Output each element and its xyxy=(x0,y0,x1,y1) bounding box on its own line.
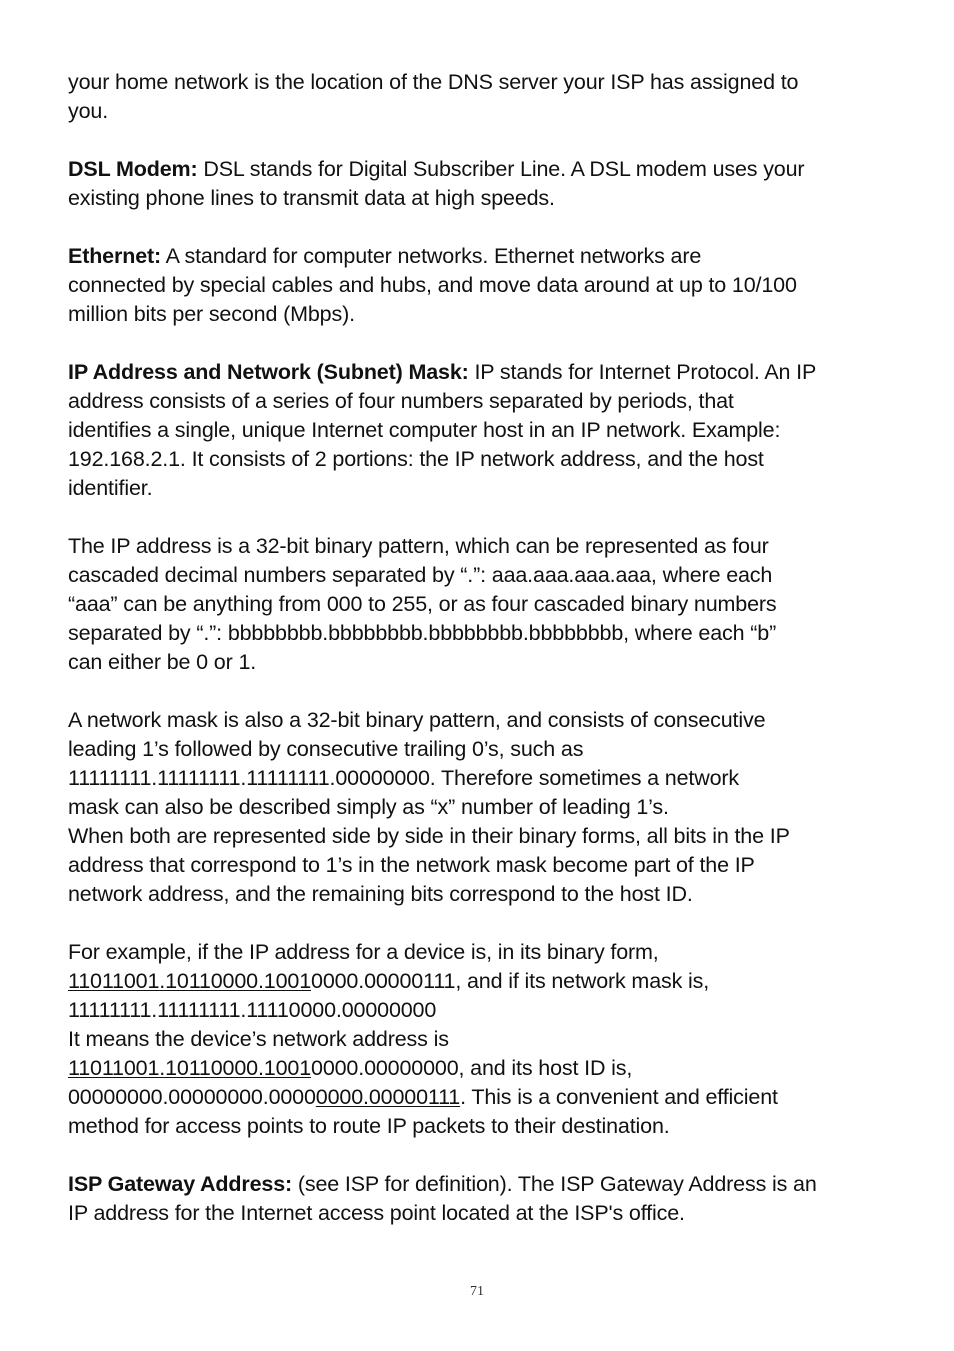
text-line: existing phone lines to transmit data at high speeds. xyxy=(68,186,555,210)
text-line: network address, and the remaining bits correspond to the host ID. xyxy=(68,882,693,906)
text-line: IP address for the Internet access point located at the ISP's office. xyxy=(68,1201,685,1225)
text-line xyxy=(68,1054,898,1083)
paragraph-isp-gateway xyxy=(68,1170,898,1228)
text-line: It means the device’s network address is xyxy=(68,1027,449,1051)
paragraph-network-mask xyxy=(68,706,898,909)
text-line: “aaa” can be anything from 000 to 255, or as four cascaded binary numbers xyxy=(68,592,777,616)
text-fragment: 00000000.00000000.0000 xyxy=(68,1085,316,1109)
paragraph-dns-continuation xyxy=(68,68,898,126)
text-line xyxy=(68,1170,898,1199)
text-line: The IP address is a 32-bit binary pattern, which can be represented as four xyxy=(68,534,769,558)
definition-text: IP stands for Internet Protocol. An IP xyxy=(468,360,817,384)
page-number: 71 xyxy=(470,1284,484,1299)
underlined-network-bits: 11011001.10110000.1001 xyxy=(68,969,312,993)
text-line xyxy=(68,242,898,271)
text-line: address that correspond to 1’s in the network mask become part of the IP xyxy=(68,853,755,877)
text-line: leading 1’s followed by consecutive trailing 0’s, such as xyxy=(68,737,584,761)
text-line: your home network is the location of the DNS server your ISP has assigned to xyxy=(68,70,799,94)
definition-text: A standard for computer networks. Ethernet networks are xyxy=(161,244,702,268)
definition-text: (see ISP for definition). The ISP Gateway Address is an xyxy=(292,1172,817,1196)
text-line: method for access points to route IP packets to their destination. xyxy=(68,1114,670,1138)
document-page xyxy=(68,68,898,1228)
text-line: connected by special cables and hubs, and move data around at up to 10/100 xyxy=(68,273,797,297)
text-line: address consists of a series of four numbers separated by periods, that xyxy=(68,389,734,413)
underlined-host-bits: 0000.00000111 xyxy=(315,1085,461,1109)
text-fragment: . This is a convenient and efficient xyxy=(460,1085,778,1109)
text-line: identifier. xyxy=(68,476,153,500)
text-line: For example, if the IP address for a device is, in its binary form, xyxy=(68,940,659,964)
text-line xyxy=(68,358,898,387)
text-line: 11111111.11111111.11110000.00000000 xyxy=(68,998,437,1022)
text-line: million bits per second (Mbps). xyxy=(68,302,355,326)
term-dsl-modem: DSL Modem: xyxy=(68,157,198,181)
term-ethernet: Ethernet: xyxy=(68,244,162,268)
paragraph-ethernet xyxy=(68,242,898,329)
text-line xyxy=(68,1083,898,1112)
term-isp-gateway-address: ISP Gateway Address: xyxy=(68,1172,293,1196)
paragraph-dsl-modem xyxy=(68,155,898,213)
text-line: can either be 0 or 1. xyxy=(68,650,257,674)
text-line: A network mask is also a 32-bit binary pattern, and consists of consecutive xyxy=(68,708,766,732)
text-line: mask can also be described simply as “x” number of leading 1’s. xyxy=(68,795,669,819)
paragraph-example xyxy=(68,938,898,1141)
paragraph-ip-address xyxy=(68,358,898,503)
text-fragment: 0000.00000111, and if its network mask is, xyxy=(311,969,710,993)
text-line: cascaded decimal numbers separated by “.”: aaa.aaa.aaa.aaa, where each xyxy=(68,563,773,587)
text-line: identifies a single, unique Internet computer host in an IP network. Example: xyxy=(68,418,781,442)
text-line: you. xyxy=(68,99,109,123)
underlined-network-bits: 11011001.10110000.1001 xyxy=(68,1056,312,1080)
text-line: 192.168.2.1. It consists of 2 portions: the IP network address, and the host xyxy=(68,447,764,471)
text-line xyxy=(68,967,898,996)
text-line: When both are represented side by side in their binary forms, all bits in the IP xyxy=(68,824,790,848)
definition-text: DSL stands for Digital Subscriber Line. A DSL modem uses your xyxy=(197,157,805,181)
text-line: 11111111.11111111.11111111.00000000. Therefore sometimes a network xyxy=(68,766,740,790)
term-ip-address-mask: IP Address and Network (Subnet) Mask: xyxy=(68,360,469,384)
paragraph-binary-pattern xyxy=(68,532,898,677)
text-fragment: 0000.00000000, and its host ID is, xyxy=(311,1056,633,1080)
text-line xyxy=(68,155,898,184)
text-line: separated by “.”: bbbbbbbb.bbbbbbbb.bbbbbbbb.bbbbbbbb, where each “b” xyxy=(68,621,777,645)
